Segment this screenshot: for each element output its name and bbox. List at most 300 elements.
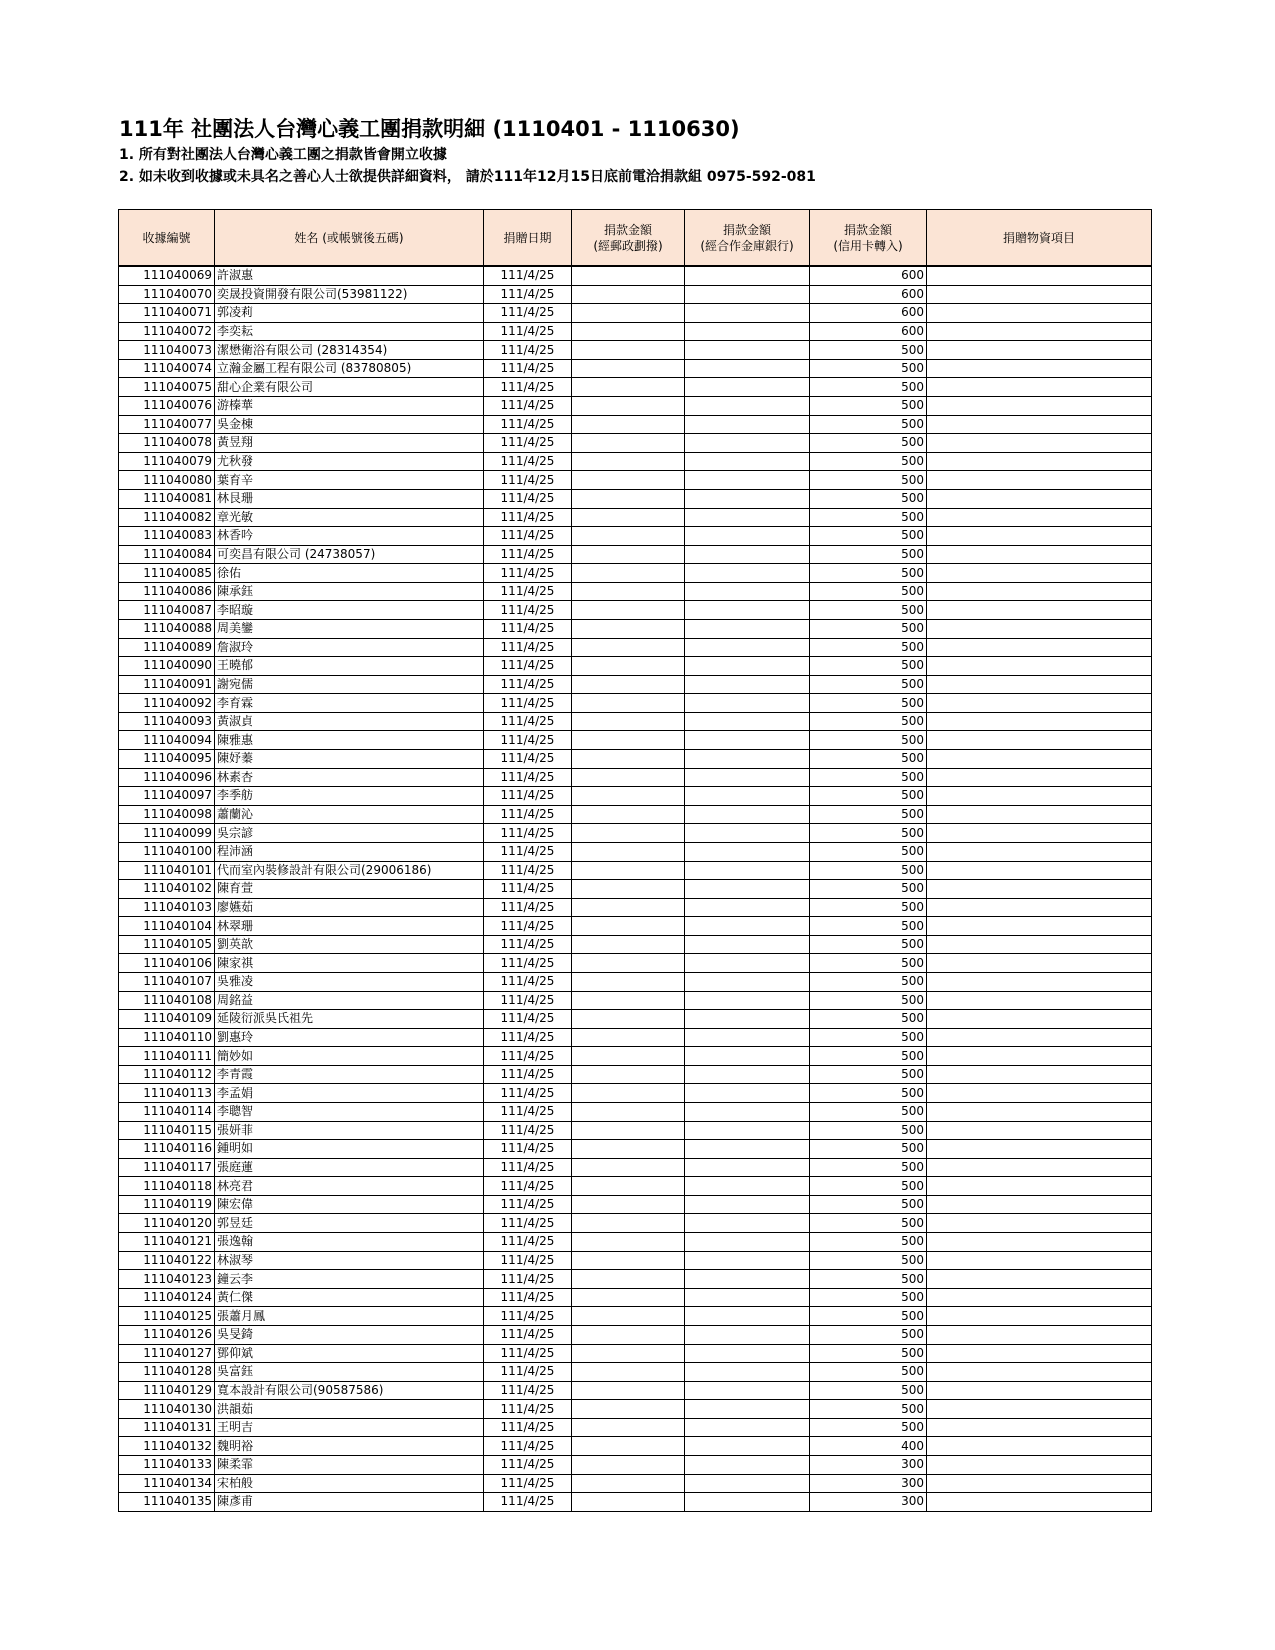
goods-item-cell	[927, 341, 1152, 360]
postal-amount-cell	[572, 842, 685, 861]
credit-card-amount-cell: 500	[810, 1363, 927, 1382]
donation-date-cell: 111/4/25	[484, 1344, 572, 1363]
receipt-number-cell: 111040118	[119, 1177, 215, 1196]
donation-date-cell: 111/4/25	[484, 805, 572, 824]
goods-item-cell	[927, 1493, 1152, 1512]
credit-card-amount-cell: 500	[810, 1251, 927, 1270]
bank-amount-cell	[685, 805, 810, 824]
credit-card-amount-cell: 500	[810, 1047, 927, 1066]
credit-card-amount-cell: 500	[810, 1010, 927, 1029]
postal-amount-cell	[572, 1233, 685, 1252]
table-row	[119, 582, 1152, 601]
postal-amount-cell	[572, 1214, 685, 1233]
receipt-number-cell: 111040110	[119, 1028, 215, 1047]
bank-amount-cell	[685, 824, 810, 843]
table-row	[119, 378, 1152, 397]
postal-amount-cell	[572, 601, 685, 620]
table-row	[119, 805, 1152, 824]
donation-date-cell: 111/4/25	[484, 1103, 572, 1122]
goods-item-cell	[927, 434, 1152, 453]
goods-item-cell	[927, 1010, 1152, 1029]
donor-name-cell: 周美鑾	[215, 619, 484, 638]
donor-name-cell: 林素杏	[215, 768, 484, 787]
bank-amount-cell	[685, 1233, 810, 1252]
donor-name-cell: 林淑琴	[215, 1251, 484, 1270]
donation-table	[118, 209, 1152, 1512]
goods-item-cell	[927, 1307, 1152, 1326]
receipt-number-cell: 111040128	[119, 1363, 215, 1382]
table-row	[119, 471, 1152, 490]
column-header-receipt	[119, 210, 215, 267]
bank-amount-cell	[685, 954, 810, 973]
receipt-number-cell: 111040100	[119, 842, 215, 861]
goods-item-cell	[927, 415, 1152, 434]
donor-name-cell: 陳雅惠	[215, 731, 484, 750]
bank-amount-cell	[685, 434, 810, 453]
donor-name-cell: 周銘益	[215, 991, 484, 1010]
table-row	[119, 638, 1152, 657]
receipt-number-cell: 111040103	[119, 898, 215, 917]
receipt-number-cell: 111040083	[119, 527, 215, 546]
table-row	[119, 1140, 1152, 1159]
receipt-number-cell: 111040078	[119, 434, 215, 453]
goods-item-cell	[927, 1344, 1152, 1363]
goods-item-cell	[927, 322, 1152, 341]
goods-item-cell	[927, 787, 1152, 806]
donation-date-cell: 111/4/25	[484, 712, 572, 731]
goods-item-cell	[927, 1103, 1152, 1122]
credit-card-amount-cell: 300	[810, 1493, 927, 1512]
donation-date-cell: 111/4/25	[484, 991, 572, 1010]
donor-name-cell: 張庭蓮	[215, 1158, 484, 1177]
receipt-number-cell: 111040080	[119, 471, 215, 490]
donation-date-cell: 111/4/25	[484, 731, 572, 750]
goods-item-cell	[927, 991, 1152, 1010]
postal-amount-cell	[572, 787, 685, 806]
postal-amount-cell	[572, 545, 685, 564]
bank-amount-cell	[685, 935, 810, 954]
table-row	[119, 935, 1152, 954]
bank-amount-cell	[685, 266, 810, 285]
credit-card-amount-cell: 500	[810, 545, 927, 564]
credit-card-amount-cell: 500	[810, 1158, 927, 1177]
donor-name-cell: 尤秋發	[215, 452, 484, 471]
postal-amount-cell	[572, 285, 685, 304]
table-row	[119, 954, 1152, 973]
table-row	[119, 1121, 1152, 1140]
table-row	[119, 842, 1152, 861]
postal-amount-cell	[572, 564, 685, 583]
bank-amount-cell	[685, 768, 810, 787]
bank-amount-cell	[685, 675, 810, 694]
credit-card-amount-cell: 500	[810, 638, 927, 657]
receipt-number-cell: 111040113	[119, 1084, 215, 1103]
goods-item-cell	[927, 582, 1152, 601]
table-row	[119, 1177, 1152, 1196]
column-header-postal	[572, 210, 685, 267]
donation-date-cell: 111/4/25	[484, 434, 572, 453]
donor-name-cell: 李奕耘	[215, 322, 484, 341]
receipt-number-cell: 111040088	[119, 619, 215, 638]
bank-amount-cell	[685, 917, 810, 936]
table-row	[119, 675, 1152, 694]
bank-amount-cell	[685, 1325, 810, 1344]
column-header-date	[484, 210, 572, 267]
goods-item-cell	[927, 657, 1152, 676]
postal-amount-cell	[572, 917, 685, 936]
donor-name-cell: 陳承鈺	[215, 582, 484, 601]
receipt-number-cell: 111040121	[119, 1233, 215, 1252]
postal-amount-cell	[572, 1363, 685, 1382]
postal-amount-cell	[572, 452, 685, 471]
bank-amount-cell	[685, 1270, 810, 1289]
bank-amount-cell	[685, 601, 810, 620]
donation-date-cell: 111/4/25	[484, 397, 572, 416]
receipt-number-cell: 111040091	[119, 675, 215, 694]
donation-date-cell: 111/4/25	[484, 527, 572, 546]
receipt-number-cell: 111040107	[119, 972, 215, 991]
table-row	[119, 1381, 1152, 1400]
donor-name-cell: 簡妙如	[215, 1047, 484, 1066]
table-row	[119, 1456, 1152, 1475]
receipt-number-cell: 111040092	[119, 694, 215, 713]
table-row	[119, 787, 1152, 806]
bank-amount-cell	[685, 471, 810, 490]
bank-amount-cell	[685, 1047, 810, 1066]
receipt-number-cell: 111040076	[119, 397, 215, 416]
postal-amount-cell	[572, 397, 685, 416]
receipt-number-cell: 111040081	[119, 489, 215, 508]
donor-name-cell: 宋柏般	[215, 1474, 484, 1493]
bank-amount-cell	[685, 898, 810, 917]
goods-item-cell	[927, 712, 1152, 731]
donor-name-cell: 甜心企業有限公司	[215, 378, 484, 397]
receipt-number-cell: 111040094	[119, 731, 215, 750]
donation-date-cell: 111/4/25	[484, 1474, 572, 1493]
table-row	[119, 1233, 1152, 1252]
donor-name-cell: 張蕭月鳳	[215, 1307, 484, 1326]
receipt-number-cell: 111040125	[119, 1307, 215, 1326]
postal-amount-cell	[572, 508, 685, 527]
goods-item-cell	[927, 619, 1152, 638]
donor-name-cell: 潔懋衛浴有限公司 (28314354)	[215, 341, 484, 360]
donor-name-cell: 游榛華	[215, 397, 484, 416]
credit-card-amount-cell: 500	[810, 1418, 927, 1437]
donor-name-cell: 立瀚金屬工程有限公司 (83780805)	[215, 359, 484, 378]
table-row	[119, 266, 1152, 285]
donor-name-cell: 章光敏	[215, 508, 484, 527]
goods-item-cell	[927, 285, 1152, 304]
postal-amount-cell	[572, 1418, 685, 1437]
bank-amount-cell	[685, 415, 810, 434]
postal-amount-cell	[572, 1010, 685, 1029]
credit-card-amount-cell: 500	[810, 1381, 927, 1400]
donor-name-cell: 鄧仰斌	[215, 1344, 484, 1363]
donor-name-cell: 奕晟投資開發有限公司(53981122)	[215, 285, 484, 304]
donation-date-cell: 111/4/25	[484, 917, 572, 936]
receipt-number-cell: 111040079	[119, 452, 215, 471]
donation-date-cell: 111/4/25	[484, 1363, 572, 1382]
postal-amount-cell	[572, 1493, 685, 1512]
receipt-number-cell: 111040122	[119, 1251, 215, 1270]
postal-amount-cell	[572, 880, 685, 899]
bank-amount-cell	[685, 694, 810, 713]
table-row	[119, 527, 1152, 546]
postal-amount-cell	[572, 1121, 685, 1140]
goods-item-cell	[927, 1214, 1152, 1233]
bank-amount-cell	[685, 1103, 810, 1122]
table-row	[119, 731, 1152, 750]
column-header-postal-sublabel: (經郵政劃撥)	[593, 238, 663, 253]
credit-card-amount-cell: 500	[810, 824, 927, 843]
credit-card-amount-cell: 500	[810, 1307, 927, 1326]
donor-name-cell: 林香吟	[215, 527, 484, 546]
postal-amount-cell	[572, 415, 685, 434]
bank-amount-cell	[685, 397, 810, 416]
table-row	[119, 1028, 1152, 1047]
bank-amount-cell	[685, 1214, 810, 1233]
credit-card-amount-cell: 500	[810, 1065, 927, 1084]
donor-name-cell: 吳雅凌	[215, 972, 484, 991]
receipt-number-cell: 111040095	[119, 750, 215, 769]
donor-name-cell: 寬本設計有限公司(90587586)	[215, 1381, 484, 1400]
receipt-number-cell: 111040086	[119, 582, 215, 601]
receipt-number-cell: 111040082	[119, 508, 215, 527]
donor-name-cell: 吳宗諺	[215, 824, 484, 843]
postal-amount-cell	[572, 304, 685, 323]
receipt-number-cell: 111040077	[119, 415, 215, 434]
postal-amount-cell	[572, 1456, 685, 1475]
credit-card-amount-cell: 500	[810, 434, 927, 453]
goods-item-cell	[927, 824, 1152, 843]
credit-card-amount-cell: 500	[810, 1344, 927, 1363]
receipt-number-cell: 111040132	[119, 1437, 215, 1456]
postal-amount-cell	[572, 750, 685, 769]
credit-card-amount-cell: 600	[810, 304, 927, 323]
bank-amount-cell	[685, 378, 810, 397]
goods-item-cell	[927, 1233, 1152, 1252]
donation-date-cell: 111/4/25	[484, 954, 572, 973]
receipt-number-cell: 111040119	[119, 1195, 215, 1214]
credit-card-amount-cell: 500	[810, 1103, 927, 1122]
postal-amount-cell	[572, 1307, 685, 1326]
donor-name-cell: 詹淑玲	[215, 638, 484, 657]
goods-item-cell	[927, 731, 1152, 750]
receipt-number-cell: 111040115	[119, 1121, 215, 1140]
table-row	[119, 619, 1152, 638]
donation-date-cell: 111/4/25	[484, 1214, 572, 1233]
donor-name-cell: 代而室內裝修設計有限公司(29006186)	[215, 861, 484, 880]
donor-name-cell: 陳家祺	[215, 954, 484, 973]
donor-name-cell: 黃淑貞	[215, 712, 484, 731]
credit-card-amount-cell: 500	[810, 452, 927, 471]
donation-date-cell: 111/4/25	[484, 935, 572, 954]
bank-amount-cell	[685, 527, 810, 546]
donation-date-cell: 111/4/25	[484, 415, 572, 434]
table-row	[119, 991, 1152, 1010]
goods-item-cell	[927, 675, 1152, 694]
note-contact: 2. 如未收到收據或未具名之善心人士欲提供詳細資料， 請於111年12月15日底前電洽捐款組 0975-592-081	[119, 169, 816, 185]
credit-card-amount-cell: 500	[810, 1400, 927, 1419]
donation-date-cell: 111/4/25	[484, 601, 572, 620]
table-row	[119, 880, 1152, 899]
postal-amount-cell	[572, 341, 685, 360]
goods-item-cell	[927, 378, 1152, 397]
donation-date-cell: 111/4/25	[484, 768, 572, 787]
receipt-number-cell: 111040117	[119, 1158, 215, 1177]
header-row	[119, 210, 1152, 267]
bank-amount-cell	[685, 787, 810, 806]
postal-amount-cell	[572, 619, 685, 638]
donation-date-cell: 111/4/25	[484, 861, 572, 880]
column-header-date-label: 捐贈日期	[503, 230, 552, 245]
goods-item-cell	[927, 1456, 1152, 1475]
donor-name-cell: 陳宏偉	[215, 1195, 484, 1214]
bank-amount-cell	[685, 508, 810, 527]
bank-amount-cell	[685, 1010, 810, 1029]
donor-name-cell: 李季舫	[215, 787, 484, 806]
credit-card-amount-cell: 600	[810, 266, 927, 285]
bank-amount-cell	[685, 341, 810, 360]
goods-item-cell	[927, 1325, 1152, 1344]
goods-item-cell	[927, 842, 1152, 861]
donation-date-cell: 111/4/25	[484, 1418, 572, 1437]
postal-amount-cell	[572, 675, 685, 694]
table-body	[119, 266, 1152, 1511]
receipt-number-cell: 111040099	[119, 824, 215, 843]
credit-card-amount-cell: 300	[810, 1474, 927, 1493]
donation-date-cell: 111/4/25	[484, 1010, 572, 1029]
donor-name-cell: 劉英歆	[215, 935, 484, 954]
credit-card-amount-cell: 500	[810, 359, 927, 378]
bank-amount-cell	[685, 359, 810, 378]
goods-item-cell	[927, 1140, 1152, 1159]
receipt-number-cell: 111040074	[119, 359, 215, 378]
table-row	[119, 285, 1152, 304]
goods-item-cell	[927, 359, 1152, 378]
postal-amount-cell	[572, 1195, 685, 1214]
postal-amount-cell	[572, 582, 685, 601]
receipt-number-cell: 111040111	[119, 1047, 215, 1066]
table-row	[119, 601, 1152, 620]
donation-date-cell: 111/4/25	[484, 657, 572, 676]
credit-card-amount-cell: 500	[810, 880, 927, 899]
postal-amount-cell	[572, 1065, 685, 1084]
table-row	[119, 898, 1152, 917]
donor-name-cell: 延陵衍派吳氏祖先	[215, 1010, 484, 1029]
goods-item-cell	[927, 1251, 1152, 1270]
bank-amount-cell	[685, 1028, 810, 1047]
postal-amount-cell	[572, 712, 685, 731]
goods-item-cell	[927, 1288, 1152, 1307]
postal-amount-cell	[572, 322, 685, 341]
table-row	[119, 1418, 1152, 1437]
postal-amount-cell	[572, 731, 685, 750]
table-row	[119, 434, 1152, 453]
donation-date-cell: 111/4/25	[484, 972, 572, 991]
receipt-number-cell: 111040124	[119, 1288, 215, 1307]
table-row	[119, 452, 1152, 471]
postal-amount-cell	[572, 1437, 685, 1456]
donation-date-cell: 111/4/25	[484, 1400, 572, 1419]
table-row	[119, 564, 1152, 583]
receipt-number-cell: 111040090	[119, 657, 215, 676]
credit-card-amount-cell: 500	[810, 935, 927, 954]
bank-amount-cell	[685, 1121, 810, 1140]
receipt-number-cell: 111040084	[119, 545, 215, 564]
donation-date-cell: 111/4/25	[484, 1158, 572, 1177]
credit-card-amount-cell: 500	[810, 415, 927, 434]
credit-card-amount-cell: 500	[810, 1028, 927, 1047]
goods-item-cell	[927, 527, 1152, 546]
receipt-number-cell: 111040127	[119, 1344, 215, 1363]
receipt-number-cell: 111040105	[119, 935, 215, 954]
table-row	[119, 657, 1152, 676]
table-row	[119, 1474, 1152, 1493]
donation-date-cell: 111/4/25	[484, 545, 572, 564]
donation-date-cell: 111/4/25	[484, 1456, 572, 1475]
table-row	[119, 917, 1152, 936]
column-header-credit-card	[810, 210, 927, 267]
donation-date-cell: 111/4/25	[484, 359, 572, 378]
postal-amount-cell	[572, 657, 685, 676]
bank-amount-cell	[685, 731, 810, 750]
table-row	[119, 1344, 1152, 1363]
postal-amount-cell	[572, 1400, 685, 1419]
postal-amount-cell	[572, 489, 685, 508]
credit-card-amount-cell: 500	[810, 972, 927, 991]
receipt-number-cell: 111040071	[119, 304, 215, 323]
credit-card-amount-cell: 500	[810, 712, 927, 731]
column-header-name-label: 姓名 (或帳號後五碼)	[294, 230, 404, 245]
donation-date-cell: 111/4/25	[484, 694, 572, 713]
donor-name-cell: 陳彥甫	[215, 1493, 484, 1512]
table-row	[119, 1251, 1152, 1270]
receipt-number-cell: 111040129	[119, 1381, 215, 1400]
table-row	[119, 768, 1152, 787]
goods-item-cell	[927, 1047, 1152, 1066]
donation-date-cell: 111/4/25	[484, 471, 572, 490]
goods-item-cell	[927, 1028, 1152, 1047]
donation-date-cell: 111/4/25	[484, 1381, 572, 1400]
goods-item-cell	[927, 805, 1152, 824]
donor-name-cell: 黃昱翔	[215, 434, 484, 453]
credit-card-amount-cell: 500	[810, 601, 927, 620]
table-row	[119, 359, 1152, 378]
donation-date-cell: 111/4/25	[484, 638, 572, 657]
goods-item-cell	[927, 898, 1152, 917]
postal-amount-cell	[572, 1158, 685, 1177]
donor-name-cell: 郭凌莉	[215, 304, 484, 323]
table-row	[119, 1195, 1152, 1214]
donor-name-cell: 陳妤蓁	[215, 750, 484, 769]
table-row	[119, 397, 1152, 416]
donor-name-cell: 王明吉	[215, 1418, 484, 1437]
goods-item-cell	[927, 471, 1152, 490]
credit-card-amount-cell: 500	[810, 768, 927, 787]
donation-date-cell: 111/4/25	[484, 285, 572, 304]
donor-name-cell: 洪韻茹	[215, 1400, 484, 1419]
credit-card-amount-cell: 500	[810, 842, 927, 861]
receipt-number-cell: 111040109	[119, 1010, 215, 1029]
postal-amount-cell	[572, 434, 685, 453]
receipt-number-cell: 111040101	[119, 861, 215, 880]
donation-date-cell: 111/4/25	[484, 1251, 572, 1270]
goods-item-cell	[927, 750, 1152, 769]
postal-amount-cell	[572, 1084, 685, 1103]
donor-name-cell: 謝宛儒	[215, 675, 484, 694]
donor-name-cell: 張妍菲	[215, 1121, 484, 1140]
